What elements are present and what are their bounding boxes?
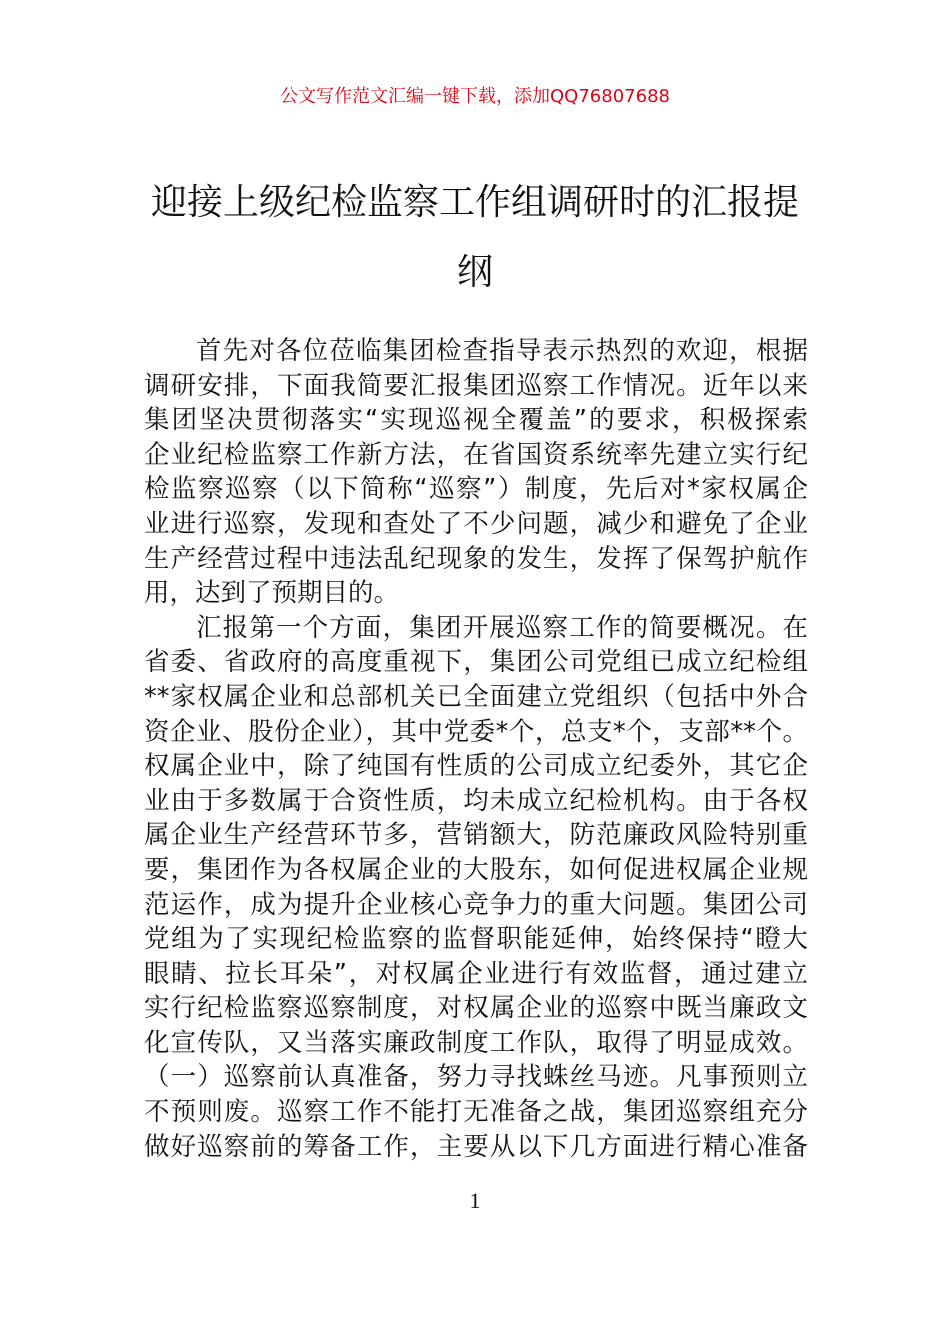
- text-line: 业由于多数属于合资性质，均未成立纪检机构。由于各权: [144, 785, 808, 816]
- download-banner: 公文写作范文汇编一键下载，添加QQ76807688: [280, 86, 670, 107]
- text-line: （一）巡察前认真准备，努力寻找蛛丝马迹。凡事预则立: [144, 1062, 808, 1093]
- text-line: 用，达到了预期目的。: [144, 578, 400, 609]
- text-line: 集团坚决贯彻落实“实现巡视全覆盖”的要求，积极探索: [144, 405, 808, 436]
- text-line: 实行纪检监察巡察制度，对权属企业的巡察中既当廉政文: [144, 993, 808, 1024]
- document-body: [144, 334, 808, 1164]
- title-line: 纲: [456, 252, 493, 293]
- document-title: [140, 168, 810, 308]
- text-line: 资企业、股份企业），其中党委*个，总支*个，支部**个。: [144, 716, 808, 747]
- title-line: 迎接上级纪检监察工作组调研时的汇报提: [150, 182, 799, 223]
- text-line: 范运作，成为提升企业核心竞争力的重大问题。集团公司: [144, 889, 808, 920]
- text-line: 检监察巡察（以下简称“巡察”）制度，先后对*家权属企: [144, 474, 808, 505]
- text-line: 党组为了实现纪检监察的监督职能延伸，始终保持“瞪大: [144, 924, 808, 955]
- text-line: 生产经营过程中违法乱纪现象的发生，发挥了保驾护航作: [144, 543, 808, 574]
- paragraph-2: [144, 611, 808, 1165]
- text-line: 权属企业中，除了纯国有性质的公司成立纪委外，其它企: [144, 751, 808, 782]
- page-number: 1: [469, 1188, 481, 1213]
- text-line: 不预则废。巡察工作不能打无准备之战，集团巡察组充分: [144, 1097, 808, 1128]
- text-line: 汇报第一个方面，集团开展巡察工作的简要概况。在: [196, 612, 808, 643]
- text-line: 企业纪检监察工作新方法，在省国资系统率先建立实行纪: [144, 439, 808, 470]
- text-line: 做好巡察前的筹备工作，主要从以下几方面进行精心准备: [144, 1131, 808, 1162]
- text-line: 属企业生产经营环节多，营销额大，防范廉政风险特别重: [144, 820, 808, 851]
- text-line: 业进行巡察，发现和查处了不少问题，减少和避免了企业: [144, 508, 808, 539]
- text-line: **家权属企业和总部机关已全面建立党组织（包括中外合: [144, 681, 808, 712]
- paragraph-1: [144, 334, 808, 611]
- text-line: 要，集团作为各权属企业的大股东，如何促进权属企业规: [144, 854, 808, 885]
- text-line: 省委、省政府的高度重视下，集团公司党组已成立纪检组: [144, 647, 808, 678]
- text-line: 眼睛、拉长耳朵”，对权属企业进行有效监督，通过建立: [144, 958, 808, 989]
- text-line: 调研安排，下面我简要汇报集团巡察工作情况。近年以来: [144, 370, 808, 401]
- text-line: 首先对各位莅临集团检查指导表示热烈的欢迎，根据: [196, 336, 808, 366]
- text-line: 化宣传队，又当落实廉政制度工作队，取得了明显成效。: [144, 1027, 808, 1058]
